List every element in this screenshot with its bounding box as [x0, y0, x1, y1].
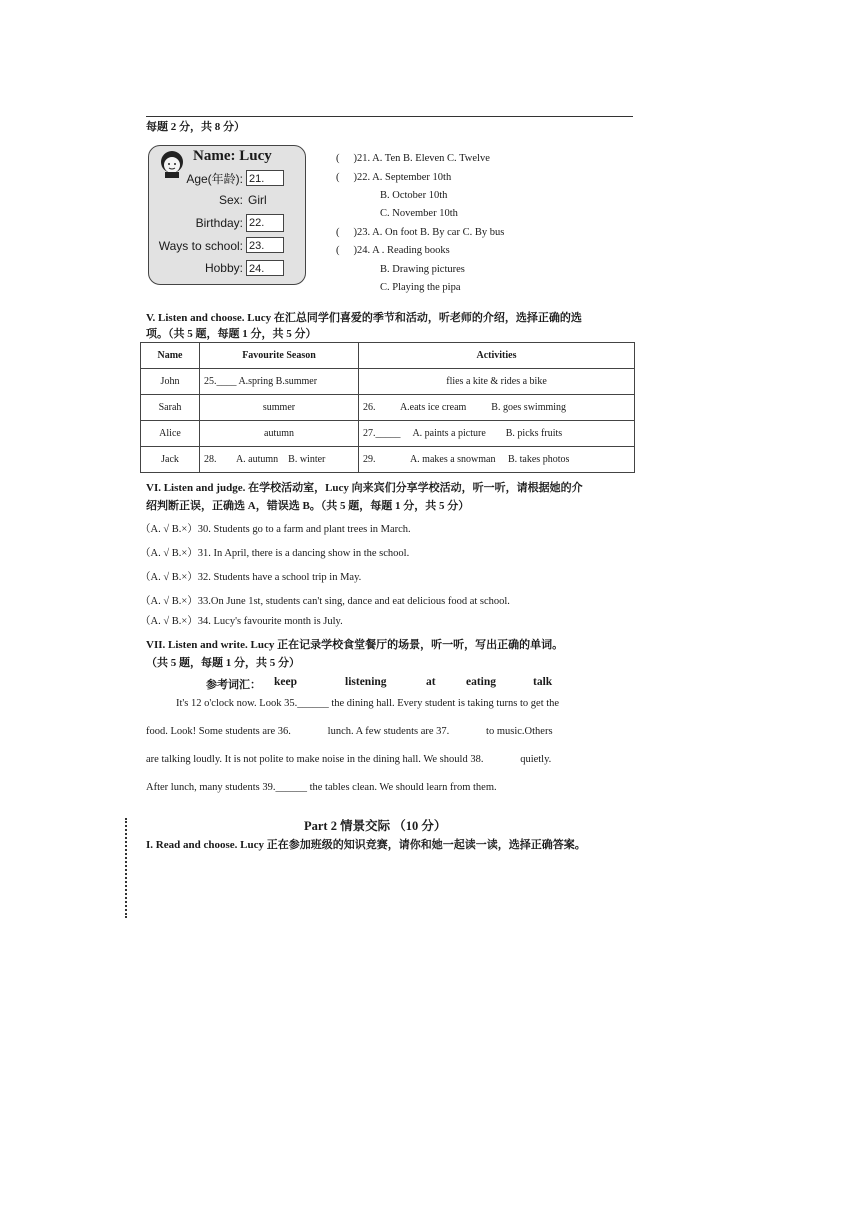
table-cell: autumn	[200, 421, 359, 447]
q24-option-c: C. Playing the pipa	[380, 282, 461, 293]
binding-dotted-line	[125, 818, 127, 918]
table-row	[141, 421, 635, 447]
table-row	[141, 447, 635, 473]
table-cell[interactable]: 27._____ A. paints a picture B. picks fruits	[359, 421, 635, 447]
section7-instruction-1: VII. Listen and write. Lucy 正在记录学校食堂餐厅的场景，听一听，写出正确的单词。	[146, 639, 564, 651]
section6-instruction-2: 绍判断正误，正确选 A，错误选 B。（共 5 题，每题 1 分，共 5 分）	[146, 500, 470, 512]
q22-option-b: B. October 10th	[380, 190, 448, 201]
vocab-word: talk	[533, 676, 553, 688]
table-header-activities: Activities	[359, 343, 635, 369]
section5-instruction-2: 项。（共 5 题，每题 1 分，共 5 分）	[146, 328, 317, 340]
hobby-answer-box[interactable]: 24.	[246, 260, 284, 276]
table-cell[interactable]: 29. A. makes a snowman B. takes photos	[359, 447, 635, 473]
part2-title: Part 2 情景交际 （10 分）	[304, 819, 447, 833]
card-name: Name: Lucy	[193, 148, 272, 164]
vocab-word: at	[426, 676, 436, 688]
passage-line-4: After lunch, many students 39.______ the tables clean. We should learn from them.	[146, 782, 497, 793]
q23: ( )23. A. On foot B. By car C. By bus	[336, 227, 505, 238]
passage-line-2: food. Look! Some students are 36. lunch. A few students are 37. to music.Others	[146, 726, 553, 737]
passage-line-3: are talking loudly. It is not polite to make noise in the dining hall. We should 38. quietly.	[146, 754, 552, 765]
q24: ( )24. A . Reading books	[336, 245, 450, 256]
table-cell[interactable]: 26. A.eats ice cream B. goes swimming	[359, 395, 635, 421]
age-answer-box[interactable]: 21.	[246, 170, 284, 186]
judge-item-33[interactable]: （A. √ B.×）33.On June 1st, students can't sing, dance and eat delicious food at school.	[140, 596, 510, 607]
q21: ( )21. A. Ten B. Eleven C. Twelve	[336, 153, 490, 164]
q24-option-b: B. Drawing pictures	[380, 264, 465, 275]
ways-answer-box[interactable]: 23.	[246, 237, 284, 253]
table-cell[interactable]: 28. A. autumn B. winter	[200, 447, 359, 473]
vocab-word: listening	[345, 676, 387, 688]
vocab-word: eating	[466, 676, 497, 688]
top-rule	[146, 116, 633, 117]
birthday-label: Birthday:	[195, 216, 243, 230]
section5-instruction-1: V. Listen and choose. Lucy 在汇总同学们喜爱的季节和活动，听老师的介绍，选择正确的选	[146, 312, 582, 324]
season-activity-table	[140, 342, 635, 473]
sex-label: Sex:	[218, 193, 243, 207]
sex-value: Girl	[248, 193, 267, 207]
age-label: Age(年龄):	[186, 172, 243, 186]
girl-avatar-icon	[155, 148, 189, 178]
judge-item-31[interactable]: （A. √ B.×）31. In April, there is a dancing show in the school.	[140, 548, 410, 559]
vocab-word: keep	[274, 676, 297, 688]
table-cell: Sarah	[141, 395, 200, 421]
part2-instruction: I. Read and choose. Lucy 正在参加班级的知识竞赛，请你和她一起读一读，选择正确答案。	[146, 839, 586, 851]
table-row	[141, 395, 635, 421]
judge-item-30[interactable]: （A. √ B.×）30. Students go to a farm and plant trees in March.	[140, 524, 411, 535]
table-cell: Alice	[141, 421, 200, 447]
birthday-answer-box[interactable]: 22.	[246, 214, 284, 232]
table-cell: Jack	[141, 447, 200, 473]
table-cell: flies a kite & rides a bike	[359, 369, 635, 395]
section7-instruction-2: （共 5 题，每题 1 分，共 5 分）	[146, 657, 300, 669]
ways-label: Ways to school:	[158, 239, 243, 253]
table-row	[141, 369, 635, 395]
table-cell: John	[141, 369, 200, 395]
table-header-season: Favourite Season	[200, 343, 359, 369]
vocab-label: 参考词汇：	[206, 679, 261, 691]
table-header-row	[141, 343, 635, 369]
passage-line-1: It's 12 o'clock now. Look 35.______ the dining hall. Every student is taking turns to get the	[176, 698, 560, 709]
q22-option-c: C. November 10th	[380, 208, 458, 219]
section6-instruction-1: VI. Listen and judge. 在学校活动室，Lucy 向来宾们分享学校活动，听一听，请根据她的介	[146, 482, 583, 494]
hobby-label: Hobby:	[204, 261, 243, 275]
table-cell: summer	[200, 395, 359, 421]
judge-item-32[interactable]: （A. √ B.×）32. Students have a school trip in May.	[140, 572, 362, 583]
q22: ( )22. A. September 10th	[336, 172, 452, 183]
table-header-name: Name	[141, 343, 200, 369]
lucy-info-card	[148, 145, 306, 285]
table-cell[interactable]: 25.____ A.spring B.summer	[200, 369, 359, 395]
judge-item-34[interactable]: （A. √ B.×）34. Lucy's favourite month is July.	[140, 616, 343, 627]
section-score-note: 每题 2 分，共 8 分）	[146, 121, 245, 133]
